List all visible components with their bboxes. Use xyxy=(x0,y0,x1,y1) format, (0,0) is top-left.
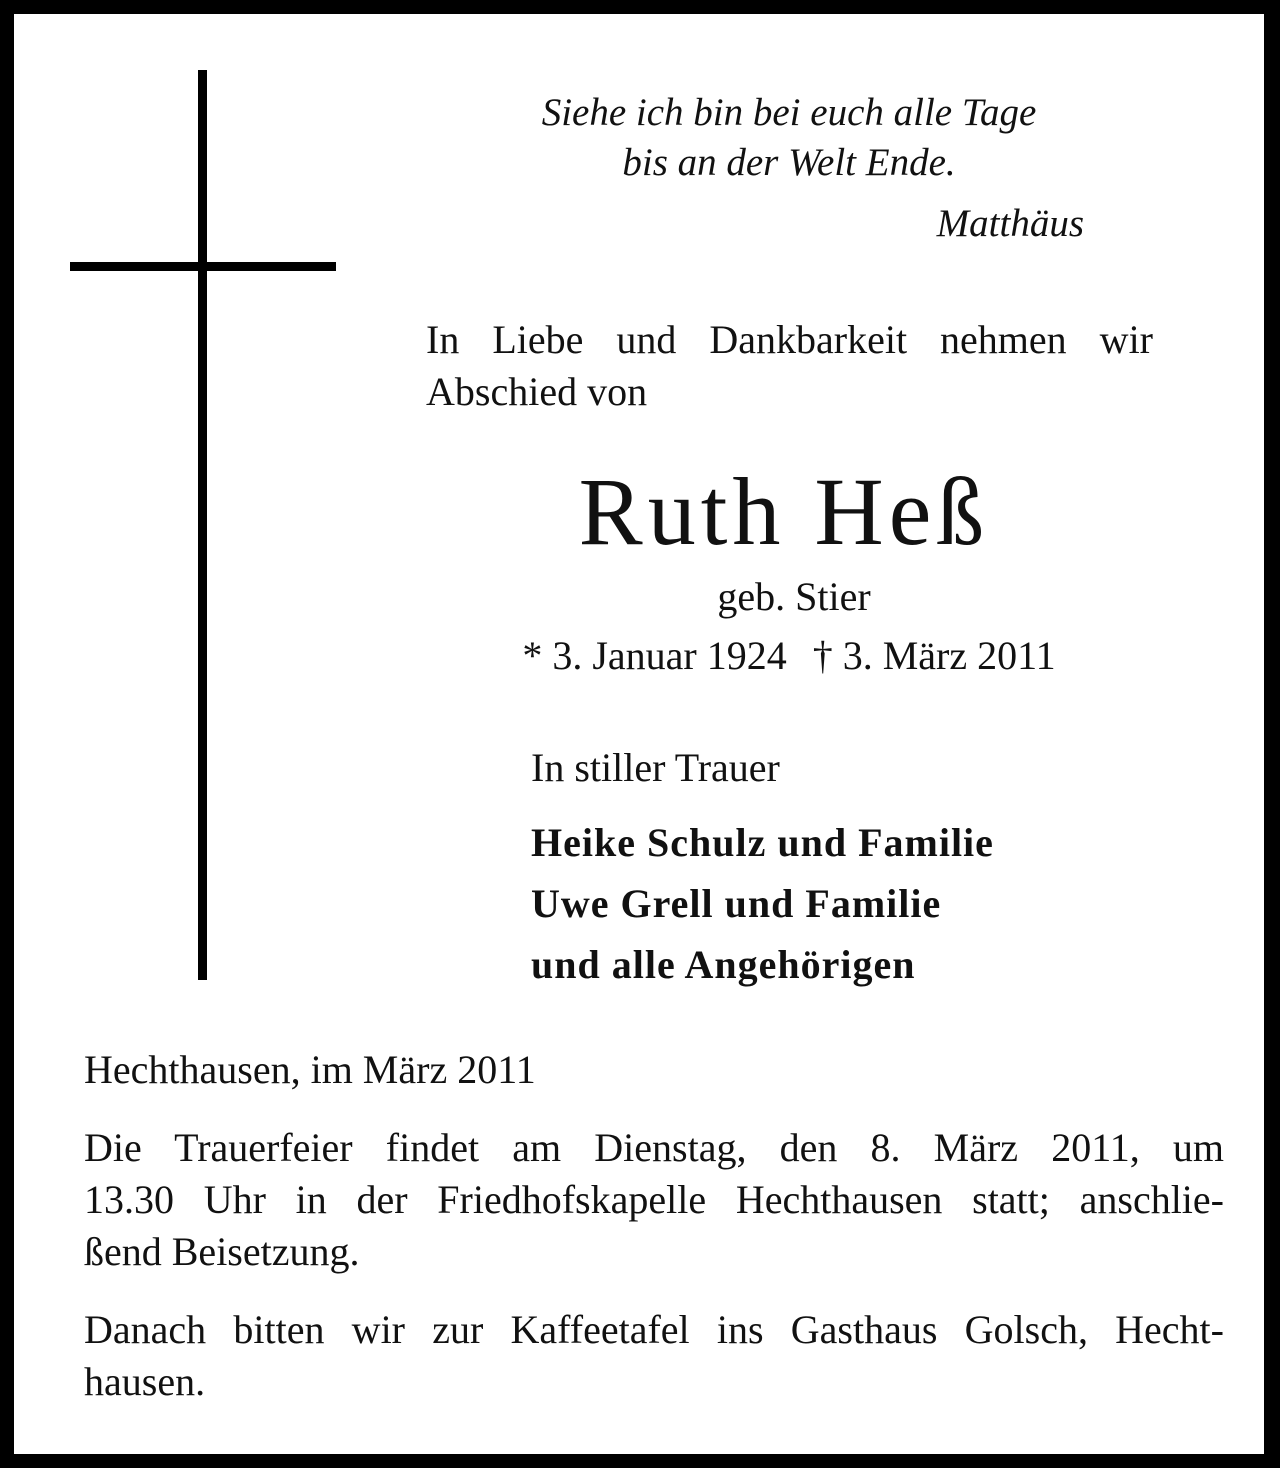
mourner-name: und alle Angehörigen xyxy=(531,942,916,987)
bible-quote xyxy=(474,88,1104,188)
deceased-name: Ruth Heß xyxy=(578,458,990,565)
quote-line: Siehe ich bin bei euch alle Tage xyxy=(541,91,1037,134)
service-line: Die Trauerfeier findet am Dienstag, den 8. März 2011, um xyxy=(84,1125,1224,1170)
service-line: 13.30 Uhr in der Friedhofskapelle Hechthausen statt; anschlie- xyxy=(84,1177,1224,1222)
birth-date: * 3. Januar 1924 xyxy=(522,633,787,678)
reception-line: Danach bitten wir zur Kaffeetafel ins Gasthaus Golsch, Hecht- xyxy=(84,1307,1224,1352)
mourner-name: Heike Schulz und Familie xyxy=(531,820,994,865)
life-dates xyxy=(444,630,1134,682)
quote-source: Matthäus xyxy=(936,202,1084,245)
cross-icon-horizontal-bar xyxy=(70,262,336,271)
intro-line: In Liebe und Dankbarkeit nehmen wir xyxy=(426,317,1153,362)
death-date: † 3. März 2011 xyxy=(812,633,1056,678)
notice-details xyxy=(84,1044,1224,1434)
cross-icon-vertical-bar xyxy=(198,70,207,980)
mourning-heading: In stiller Trauer xyxy=(531,745,780,790)
maiden-name: geb. Stier xyxy=(717,574,871,619)
reception-text xyxy=(84,1304,1224,1408)
intro-text xyxy=(426,314,1153,418)
intro-line: Abschied von xyxy=(426,369,648,414)
funeral-service-text xyxy=(84,1122,1224,1278)
service-line: ßend Beisetzung. xyxy=(84,1229,360,1274)
mourner-name: Uwe Grell und Familie xyxy=(531,881,942,926)
quote-line: bis an der Welt Ende. xyxy=(622,141,956,184)
mourners-list xyxy=(531,812,1151,995)
place-date: Hechthausen, im März 2011 xyxy=(84,1047,536,1092)
reception-line: hausen. xyxy=(84,1359,206,1404)
